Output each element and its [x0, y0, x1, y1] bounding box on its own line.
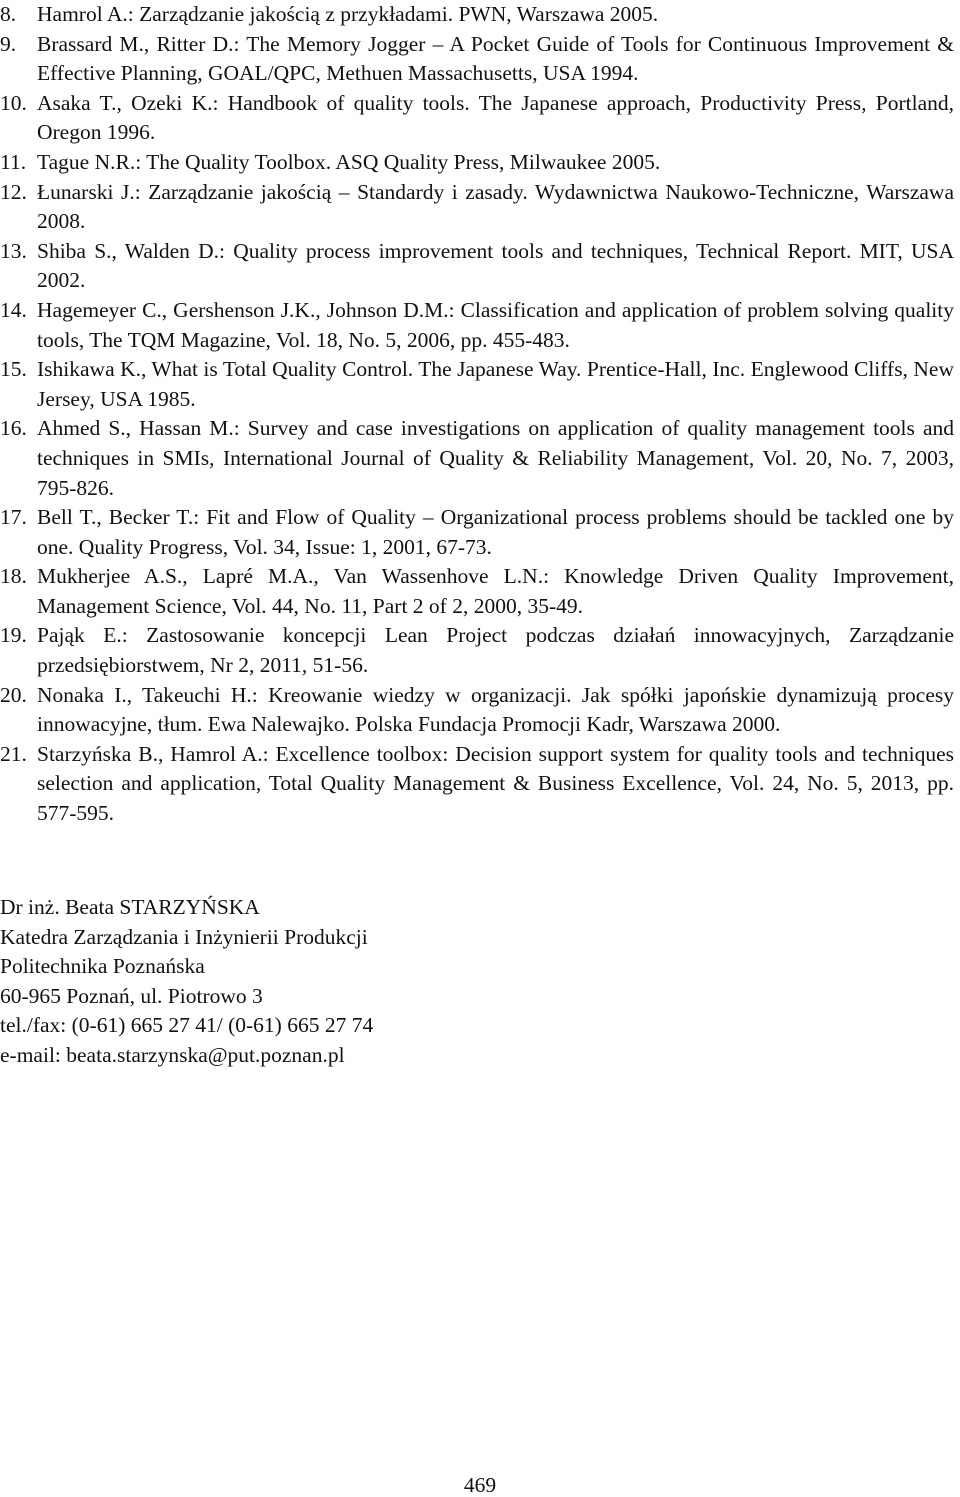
reference-text: Brassard M., Ritter D.: The Memory Jogger – A Pocket Guide of Tools for Continuous Improvement & Effective Planning, GOAL/QPC, Methuen Massachusetts, USA 1994. — [37, 31, 954, 86]
reference-number: 13. — [0, 238, 27, 263]
reference-text: Hagemeyer C., Gershenson J.K., Johnson D.M.: Classification and application of problem solving quality tools, The TQM Magazine, Vol. 18, No. 5, 2006, pp. 455-483. — [37, 297, 954, 352]
reference-text: Ahmed S., Hassan M.: Survey and case investigations on application of quality management tools and techniques in SMIs, International Journal of Quality & Reliability Management, Vol. 20, No. 7, 2003, 795-826. — [37, 416, 954, 500]
reference-number: 21. — [0, 741, 27, 766]
reference-text: Łunarski J.: Zarządzanie jakością – Standardy i zasady. Wydawnictwa Naukowo-Techniczne, Warszawa 2008. — [37, 179, 954, 234]
reference-item — [0, 414, 960, 503]
reference-item — [0, 681, 960, 740]
reference-number: 9. — [0, 31, 17, 56]
author-block — [0, 893, 960, 1071]
reference-text: Shiba S., Walden D.: Quality process improvement tools and techniques, Technical Report. MIT, USA 2002. — [37, 238, 954, 293]
reference-item — [0, 621, 960, 680]
reference-text: Mukherjee A.S., Lapré M.A., Van Wassenhove L.N.: Knowledge Driven Quality Improvement, Management Science, Vol. 44, No. 11, Part 2 of 2, 2000, 35-49. — [37, 564, 954, 618]
reference-item — [0, 30, 960, 89]
reference-text: Hamrol A.: Zarządzanie jakością z przykładami. PWN, Warszawa 2005. — [37, 2, 659, 26]
author-name: Dr inż. Beata STARZYŃSKA — [0, 895, 260, 919]
author-university: Politechnika Poznańska — [0, 954, 205, 979]
reference-item — [0, 89, 960, 148]
reference-number: 10. — [0, 90, 27, 115]
reference-text: Bell T., Becker T.: Fit and Flow of Quality – Organizational process problems should be tackled one by one. Quality Progress, Vol. 34, Issue: 1, 2001, 67-73. — [37, 505, 954, 559]
reference-text: Tague N.R.: The Quality Toolbox. ASQ Quality Press, Milwaukee 2005. — [37, 149, 661, 174]
reference-number: 19. — [0, 623, 27, 648]
reference-item — [0, 296, 960, 355]
reference-item — [0, 237, 960, 296]
reference-item — [0, 0, 960, 30]
reference-number: 14. — [0, 297, 27, 322]
reference-text: Ishikawa K., What is Total Quality Control. The Japanese Way. Prentice-Hall, Inc. Englewood Cliffs, New Jersey, USA 1985. — [37, 357, 954, 411]
reference-number: 8. — [0, 2, 17, 26]
reference-item — [0, 355, 960, 414]
reference-text: Nonaka I., Takeuchi H.: Kreowanie wiedzy w organizacji. Jak spółki japońskie dynamizują procesy innowacyjne, tłum. Ewa Nalewajko. Polska Fundacja Promocji Kadr, Warszawa 2000. — [37, 682, 954, 737]
reference-item — [0, 148, 960, 178]
reference-number: 17. — [0, 505, 27, 530]
reference-text: Starzyńska B., Hamrol A.: Excellence toolbox: Decision support system for quality tools and techniques selection and application, Total Quality Management & Business Excellence, Vol. 24, No. 5, 2013, pp. 577-595. — [37, 741, 954, 826]
reference-number: 16. — [0, 416, 27, 441]
reference-item — [0, 503, 960, 562]
reference-number: 11. — [0, 149, 27, 174]
author-phone: tel./fax: (0-61) 665 27 41/ (0-61) 665 27 74 — [0, 1013, 374, 1038]
reference-number: 20. — [0, 682, 27, 707]
reference-text: Asaka T., Ozeki K.: Handbook of quality tools. The Japanese approach, Productivity Press, Portland, Oregon 1996. — [37, 90, 954, 145]
page-number: 469 — [463, 1473, 497, 1497]
author-address: 60-965 Poznań, ul. Piotrowo 3 — [0, 983, 263, 1008]
author-department: Katedra Zarządzania i Inżynierii Produkcji — [0, 924, 368, 949]
reference-number: 18. — [0, 564, 27, 589]
reference-item — [0, 178, 960, 237]
reference-item — [0, 740, 960, 829]
author-email: e-mail: beata.starzynska@put.poznan.pl — [0, 1042, 345, 1067]
reference-text: Pająk E.: Zastosowanie koncepcji Lean Project podczas działań innowacyjnych, Zarządzanie przedsiębiorstwem, Nr 2, 2011, 51-56. — [37, 623, 954, 678]
reference-number: 12. — [0, 179, 27, 204]
reference-item — [0, 562, 960, 621]
reference-number: 15. — [0, 357, 27, 382]
